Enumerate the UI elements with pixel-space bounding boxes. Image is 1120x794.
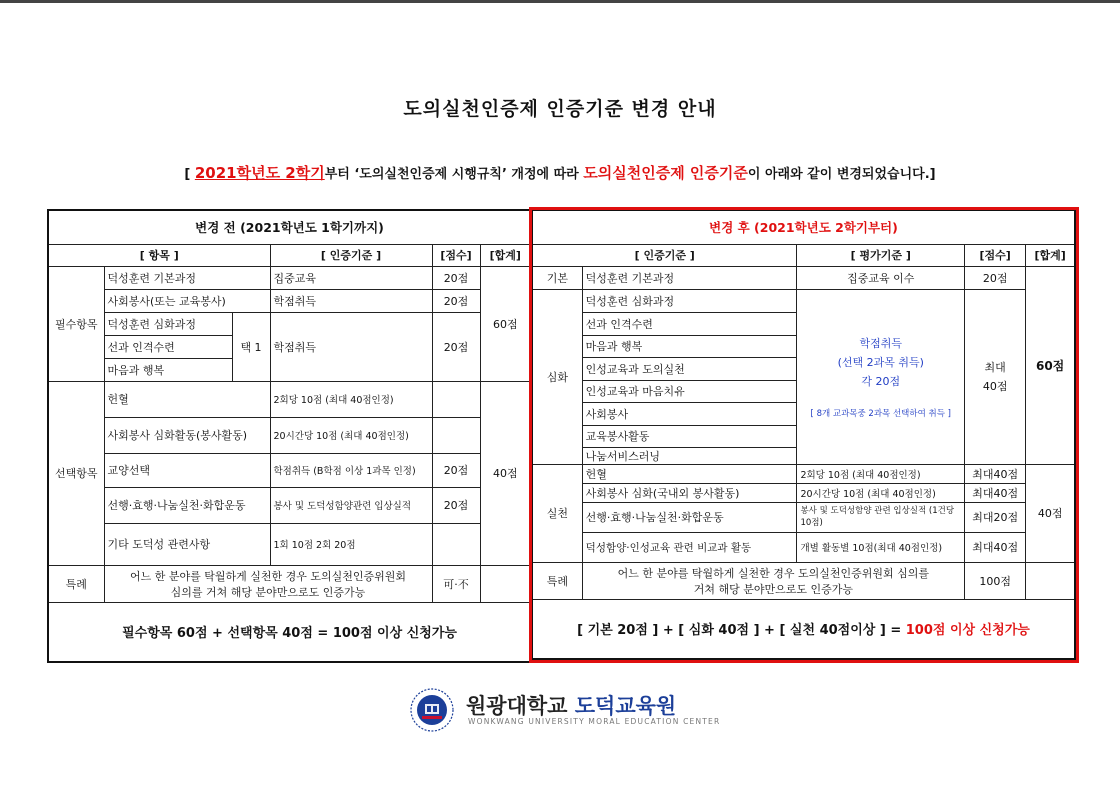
advanced-eval-note: [ 8개 교과목중 2과목 선택하여 취득 ] <box>810 409 951 419</box>
before-header: 변경 전 (2021학년도 1학기까지) <box>48 210 531 244</box>
required-label: 필수항목 <box>48 266 104 381</box>
elective-score <box>432 381 480 417</box>
required-item: 덕성훈련 기본과정 <box>104 266 270 289</box>
basic-score: 20점 <box>965 266 1026 289</box>
university-emblem-icon <box>410 688 454 732</box>
before-table <box>47 209 532 663</box>
after-summary <box>532 599 1075 659</box>
special-total <box>480 565 531 602</box>
advanced-item: 사회봉사 <box>582 402 797 425</box>
elective-item: 선행·효행·나눔실천·화합운동 <box>104 487 270 523</box>
choice-item: 마음과 행복 <box>104 358 232 381</box>
subtitle-mid: 부터 ‘도의실천인증제 시행규칙’ 개정에 따라 <box>324 167 584 182</box>
practice-eval: 2회당 10점 (최대 40점인정) <box>797 464 965 483</box>
advanced-item: 교육봉사활동 <box>582 425 797 447</box>
elective-item: 헌혈 <box>104 381 270 417</box>
advanced-score-line: 40점 <box>982 379 1008 393</box>
choice-score: 20점 <box>432 312 480 381</box>
advanced-item: 선과 인격수련 <box>582 312 797 335</box>
after-special-total <box>1026 562 1075 599</box>
before-summary: 필수항목 60점 + 선택항목 40점 = 100점 이상 신청가능 <box>48 602 531 662</box>
after-summary-prefix: [ 기본 20점 ] + [ 심화 40점 ] + [ 실천 40점이상 ] = <box>577 623 906 639</box>
advanced-score <box>965 289 1026 464</box>
special-label: 특례 <box>48 565 104 602</box>
elective-score: 20점 <box>432 453 480 487</box>
choice-item: 선과 인격수련 <box>104 335 232 358</box>
elective-criteria: 20시간당 10점 (최대 40점인정) <box>270 417 432 453</box>
subtitle-end: 이 아래와 같이 변경되었습니다.] <box>747 167 936 182</box>
after-special-text-line: 거쳐 해당 분야만으로도 인증가능 <box>693 582 853 596</box>
after-special-text <box>582 562 964 599</box>
required-score: 20점 <box>432 289 480 312</box>
before-col-criteria: [ 인증기준 ] <box>270 244 432 266</box>
required-total: 60점 <box>480 266 531 381</box>
advanced-eval-line: 학점취득 <box>859 337 903 350</box>
basic-eval: 집중교육 이수 <box>797 266 965 289</box>
university-logo <box>410 688 730 732</box>
elective-score <box>432 523 480 565</box>
advanced-item: 덕성훈련 심화과정 <box>582 289 797 312</box>
practice-score: 최대40점 <box>965 483 1026 502</box>
advanced-item: 나눔서비스러닝 <box>582 447 797 464</box>
choice-item: 덕성훈련 심화과정 <box>104 312 232 335</box>
required-criteria: 집중교육 <box>270 266 432 289</box>
elective-criteria: 2회당 10점 (최대 40점인정) <box>270 381 432 417</box>
elective-criteria: 학점취득 (B학점 이상 1과목 인정) <box>270 453 432 487</box>
practice-eval: 봉사 및 도덕성함양 관련 입상실적 (1건당 10점) <box>797 502 965 532</box>
elective-criteria: 1회 10점 2회 20점 <box>270 523 432 565</box>
page-title: 도의실천인증제 인증기준 변경 안내 <box>403 98 717 120</box>
elective-item: 교양선택 <box>104 453 270 487</box>
practice-score: 최대40점 <box>965 464 1026 483</box>
after-special-score: 100점 <box>965 562 1026 599</box>
advanced-item: 인성교육과 도의실천 <box>582 357 797 380</box>
special-text-line: 어느 한 분야를 탁월하게 실천한 경우 도의실천인증위원회 <box>129 569 406 583</box>
logo-name-part2: 도덕교육원 <box>574 694 677 718</box>
elective-score <box>432 417 480 453</box>
required-score: 20점 <box>432 266 480 289</box>
subtitle-standard: 도의실천인증제 인증기준 <box>583 164 748 182</box>
practice-item: 사회봉사 심화(국내외 봉사활동) <box>582 483 797 502</box>
after-col-total: [합계] <box>1026 244 1075 266</box>
elective-total: 40점 <box>480 381 531 565</box>
practice-item: 덕성함양·인성교육 관련 비교과 활동 <box>582 532 797 562</box>
after-summary-result: 100점 이상 신청가능 <box>905 623 1030 639</box>
elective-item: 기타 도덕성 관련사항 <box>104 523 270 565</box>
practice-item: 헌혈 <box>582 464 797 483</box>
after-header: 변경 후 (2021학년도 2학기부터) <box>532 210 1075 244</box>
subtitle-open: [ <box>184 167 195 182</box>
practice-item: 선행·효행·나눔실천·화합운동 <box>582 502 797 532</box>
basic-item: 덕성훈련 기본과정 <box>582 266 797 289</box>
after-table <box>531 209 1076 660</box>
advanced-eval-line: (선택 2과목 취득) <box>837 356 924 369</box>
before-col-item: [ 항목 ] <box>48 244 270 266</box>
practice-eval: 20시간당 10점 (최대 40점인정) <box>797 483 965 502</box>
special-score: 可·不 <box>432 565 480 602</box>
advanced-label: 심화 <box>532 289 582 464</box>
basic-label: 기본 <box>532 266 582 289</box>
after-col-criteria: [ 인증기준 ] <box>532 244 797 266</box>
before-col-score: [점수] <box>432 244 480 266</box>
grand-total: 60점 <box>1026 266 1075 464</box>
elective-label: 선택항목 <box>48 381 104 565</box>
advanced-score-line: 최대 <box>984 360 1006 374</box>
advanced-eval-line: 각 20점 <box>861 375 901 388</box>
before-col-total: [합계] <box>480 244 531 266</box>
choice-criteria: 학점취득 <box>270 312 432 381</box>
choice-label: 택 1 <box>232 312 270 381</box>
top-border <box>0 0 1120 3</box>
logo-english: WONKWANG UNIVERSITY MORAL EDUCATION CENTER <box>468 717 721 726</box>
subtitle-term: 2021학년도 2학기 <box>194 164 325 182</box>
elective-criteria: 봉사 및 도덕성함양관련 입상실적 <box>270 487 432 523</box>
after-col-score: [점수] <box>965 244 1026 266</box>
page-subtitle <box>0 162 1120 183</box>
practice-score: 최대20점 <box>965 502 1026 532</box>
after-col-eval: [ 평가기준 ] <box>797 244 965 266</box>
special-text <box>104 565 432 602</box>
logo-name <box>466 690 676 720</box>
elective-score: 20점 <box>432 487 480 523</box>
practice-total: 40점 <box>1026 464 1075 562</box>
required-item: 사회봉사(또는 교육봉사) <box>104 289 270 312</box>
after-special-label: 특례 <box>532 562 582 599</box>
practice-label: 실천 <box>532 464 582 562</box>
advanced-item: 마음과 행복 <box>582 335 797 357</box>
elective-item: 사회봉사 심화활동(봉사활동) <box>104 417 270 453</box>
advanced-item: 인성교육과 마음치유 <box>582 380 797 402</box>
special-text-line: 심의를 거쳐 해당 분야만으로도 인증가능 <box>170 585 366 599</box>
practice-eval: 개별 활동별 10점(최대 40점인정) <box>797 532 965 562</box>
advanced-eval <box>797 289 965 464</box>
after-special-text-line: 어느 한 분야를 탁월하게 실천한 경우 도의실천인증위원회 심의를 <box>617 566 930 580</box>
logo-name-part1: 원광대학교 <box>466 694 568 718</box>
practice-score: 최대40점 <box>965 532 1026 562</box>
required-criteria: 학점취득 <box>270 289 432 312</box>
